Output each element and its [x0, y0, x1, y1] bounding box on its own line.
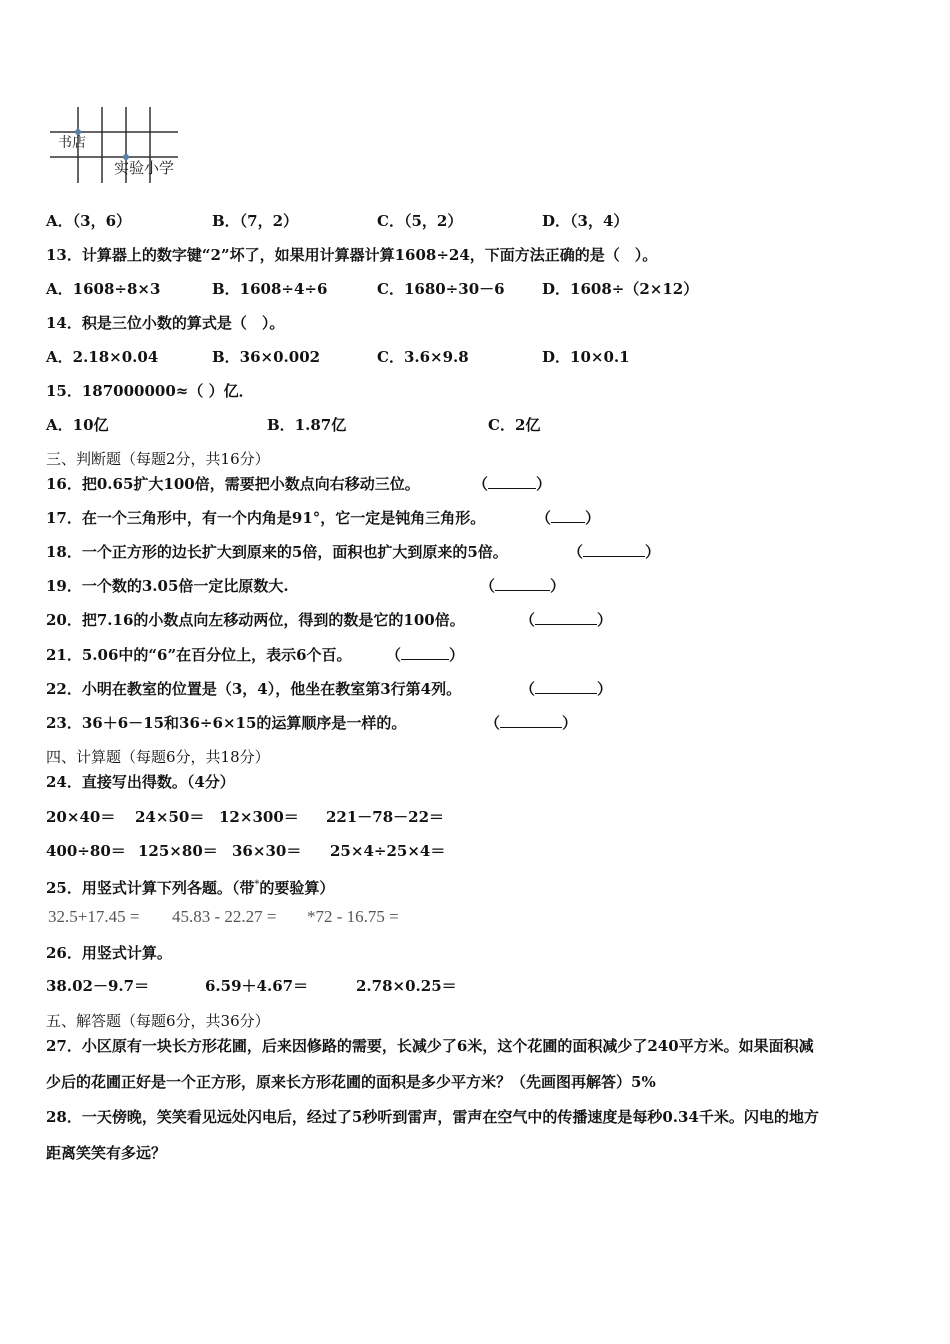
q25-item-3: *72 - 16.75 =	[307, 907, 399, 926]
q21	[46, 645, 352, 665]
q26-item-1: 38.02－9.7＝	[46, 977, 150, 995]
q24-r1-item-1: 20×40＝	[46, 808, 116, 826]
q13-option-d: D．1608÷（2×12）	[542, 280, 699, 298]
q19-answer-blank[interactable]: （ ）	[480, 577, 566, 595]
q14-option-a: A．2.18×0.04	[46, 348, 159, 366]
q16-answer-blank[interactable]: （ ）	[473, 475, 552, 493]
q24-r1-item-2: 24×50＝	[135, 808, 205, 826]
q21-text: 21．5.06中的“6”在百分位上，表示6个百。	[46, 646, 352, 664]
q25-item-1: 32.5+17.45 =	[48, 907, 140, 926]
q20-text: 20．把7.16的小数点向左移动两位，得到的数是它的100倍。	[46, 611, 465, 629]
q26-item-2: 6.59＋4.67＝	[205, 977, 309, 995]
section-5-heading: 五、解答题（每题6分，共36分）	[46, 1012, 270, 1030]
q19-text: 19．一个数的3.05倍一定比原数大.	[46, 577, 289, 595]
q15-option-b: B．1.87亿	[267, 416, 347, 434]
q24-r2-item-4: 25×4÷25×4＝	[330, 842, 446, 860]
school-label: 实验小学	[114, 159, 175, 177]
q27-line-1: 27．小区原有一块长方形花圃，后来因修路的需要，长减少了6米，这个花圃的面积减少了240平方米。如果面积减	[46, 1037, 814, 1055]
q24-r1-item-3: 12×300＝	[219, 808, 299, 826]
q14-option-c: C．3.6×9.8	[377, 348, 469, 366]
q17	[46, 508, 485, 528]
q13-option-a: A．1608÷8×3	[46, 280, 161, 298]
q15-option-c: C．2亿	[488, 416, 541, 434]
q23-text: 23．36＋6－15和36÷6×15的运算顺序是一样的。	[46, 714, 407, 732]
q14-text: 14．积是三位小数的算式是（ ）。	[46, 314, 285, 332]
q23	[46, 713, 406, 733]
location-grid-figure	[50, 105, 200, 194]
q15-text: 15．187000000≈（ ）亿．	[46, 382, 254, 400]
q27-line-2: 少后的花圃正好是一个正方形，原来长方形花圃的面积是多少平方米？（先画图再解答）5%	[46, 1073, 656, 1091]
q25-star-mark: *	[254, 879, 260, 890]
q21-answer-blank[interactable]: （ ）	[386, 646, 465, 664]
q18-answer-blank[interactable]: （ ）	[568, 543, 661, 561]
q22-answer-blank[interactable]: （ ）	[520, 680, 613, 698]
q13-option-b: B．1608÷4÷6	[212, 280, 328, 298]
bookstore-label: 书店	[58, 135, 86, 151]
q18-text: 18．一个正方形的边长扩大到原来的5倍，面积也扩大到原来的5倍。	[46, 543, 508, 561]
q12-option-b: B．（7，2）	[212, 212, 299, 230]
q18	[46, 542, 508, 562]
q14-option-b: B．36×0.002	[212, 348, 321, 366]
q28-line-2: 距离笑笑有多远？	[46, 1144, 167, 1162]
q24-text: 24．直接写出得数。（4分）	[46, 773, 235, 791]
q13-text: 13．计算器上的数字键“2”坏了，如果用计算器计算1608÷24，下面方法正确的是（ ）。	[46, 246, 658, 264]
q12-option-c: C．（5，2）	[377, 212, 463, 230]
q19	[46, 576, 289, 596]
q22	[46, 679, 461, 699]
q14-option-d: D．10×0.1	[542, 348, 630, 366]
q20-answer-blank[interactable]: （ ）	[520, 611, 613, 629]
q28-line-1: 28．一天傍晚，笑笑看见远处闪电后，经过了5秒听到雷声，雷声在空气中的传播速度是每秒0.34千米。闪电的地方	[46, 1108, 819, 1126]
section-4-heading: 四、计算题（每题6分，共18分）	[46, 748, 270, 766]
q22-text: 22．小明在教室的位置是（3，4），他坐在教室第3行第4列。	[46, 680, 462, 698]
q24-r2-item-2: 125×80＝	[138, 842, 218, 860]
q17-text: 17．在一个三角形中，有一个内角是91°，它一定是钝角三角形。	[46, 509, 486, 527]
q17-answer-blank[interactable]: （ ）	[536, 509, 601, 527]
q16-text: 16．把0.65扩大100倍，需要把小数点向右移动三位。	[46, 475, 420, 493]
q25-item-2: 45.83 - 22.27 =	[172, 907, 277, 926]
q26-item-3: 2.78×0.25＝	[356, 977, 457, 995]
q12-option-d: D．（3，4）	[542, 212, 629, 230]
q23-answer-blank[interactable]: （ ）	[485, 714, 578, 732]
q15-option-a: A．10亿	[46, 416, 109, 434]
q24-r2-item-1: 400÷80＝	[46, 842, 126, 860]
q12-option-a: A．（3，6）	[46, 212, 132, 230]
q25-text: 25．用竖式计算下列各题。（带*的要验算）	[46, 879, 335, 897]
q20	[46, 610, 465, 630]
q13-option-c: C．1680÷30－6	[377, 280, 505, 298]
q24-r2-item-3: 36×30＝	[232, 842, 302, 860]
q26-text: 26．用竖式计算。	[46, 944, 172, 962]
section-3-heading: 三、判断题（每题2分，共16分）	[46, 450, 270, 468]
q16	[46, 474, 420, 494]
q24-r1-item-4: 221－78－22＝	[326, 808, 445, 826]
